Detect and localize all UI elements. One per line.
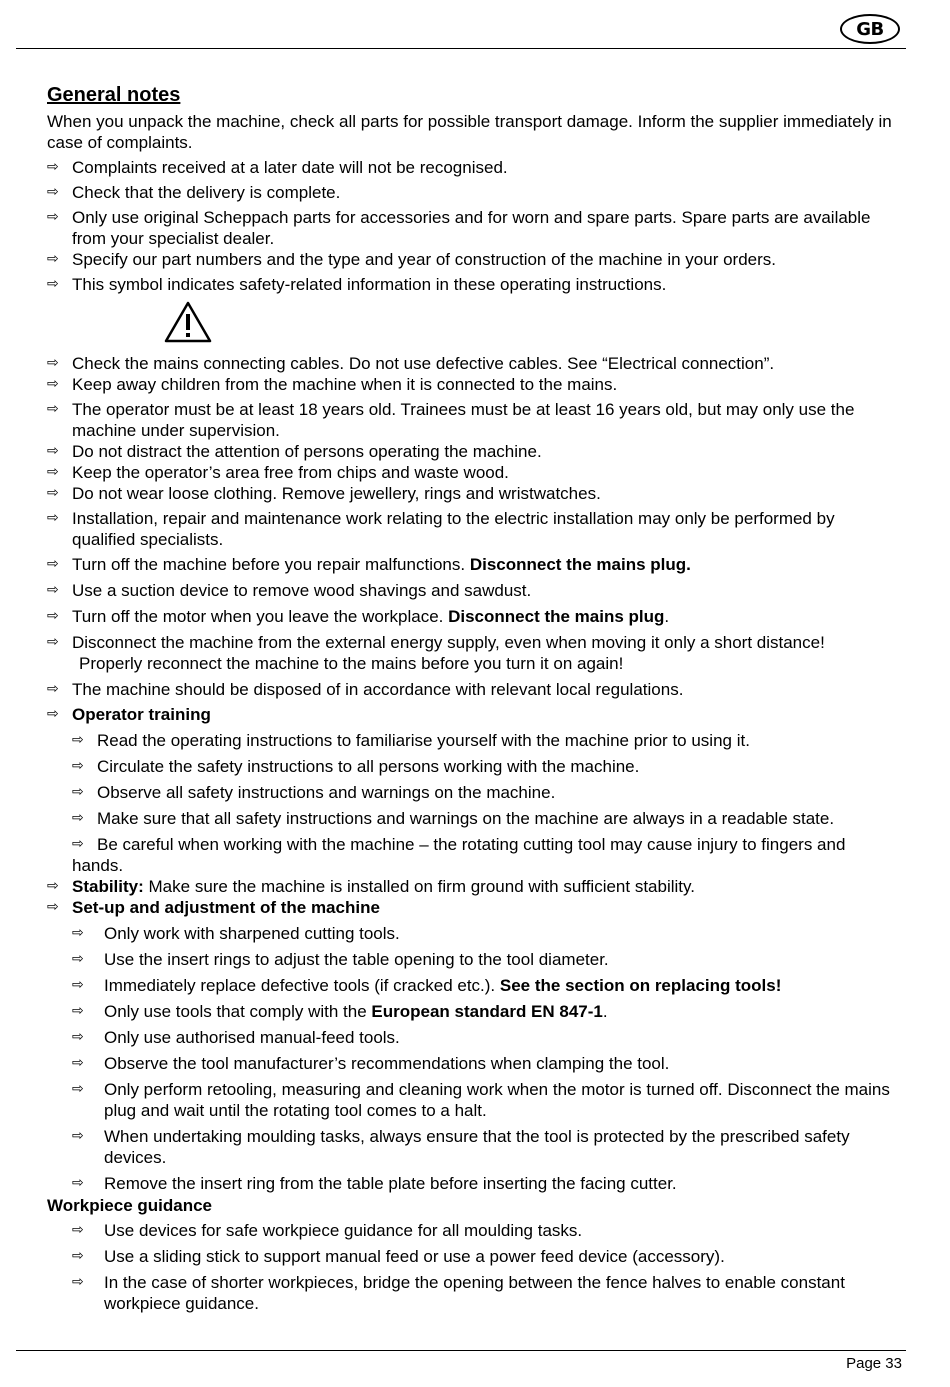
arrow-icon: ⇨ xyxy=(47,355,59,371)
list-item xyxy=(47,374,897,395)
arrow-icon: ⇨ xyxy=(47,608,59,624)
arrow-icon: ⇨ xyxy=(72,758,84,774)
item-text: Only use authorised manual-feed tools. xyxy=(104,1028,400,1047)
warning-symbol xyxy=(47,301,897,349)
list-item xyxy=(47,782,897,803)
item-text: Use the insert rings to adjust the table opening to the tool diameter. xyxy=(104,950,609,969)
list-item xyxy=(47,207,897,249)
arrow-icon: ⇨ xyxy=(47,184,59,200)
item-text: Use a suction device to remove wood shavings and sawdust. xyxy=(72,581,532,600)
list-item xyxy=(47,554,897,575)
list-item xyxy=(47,441,897,462)
item-text: Specify our part numbers and the type and year of construction of the machine in your orders. xyxy=(72,250,776,269)
list-item xyxy=(47,730,897,751)
list-item xyxy=(47,834,897,876)
header-rule xyxy=(16,48,906,49)
footer-rule xyxy=(16,1350,906,1351)
item-text: Check the mains connecting cables. Do not use defective cables. See “Electrical connection”. xyxy=(72,354,775,373)
arrow-icon: ⇨ xyxy=(47,681,59,697)
item-text: Disconnect the machine from the external energy supply, even when moving it only a short distance! xyxy=(72,633,825,652)
arrow-icon: ⇨ xyxy=(72,1003,84,1019)
list-item xyxy=(47,756,897,777)
list-item xyxy=(47,1079,897,1121)
item-text: Do not wear loose clothing. Remove jewellery, rings and wristwatches. xyxy=(72,484,601,503)
item-text: Make sure the machine is installed on firm ground with sufficient stability. xyxy=(143,877,695,896)
list-item xyxy=(47,1246,897,1267)
list-item xyxy=(47,353,897,374)
arrow-icon: ⇨ xyxy=(47,251,59,267)
arrow-icon: ⇨ xyxy=(47,443,59,459)
item-bold-text: Stability: xyxy=(72,877,144,896)
list-item xyxy=(47,1027,897,1048)
list-item xyxy=(47,508,897,550)
warning-triangle-icon xyxy=(164,301,212,343)
arrow-icon: ⇨ xyxy=(72,977,84,993)
item-text: In the case of shorter workpieces, bridge the opening between the fence halves to enable constant workpiece guidance. xyxy=(104,1273,845,1313)
list-item xyxy=(47,632,897,674)
item-text-tail: . xyxy=(664,607,670,626)
list-item xyxy=(47,1001,897,1022)
item-text: Only perform retooling, measuring and cleaning work when the motor is turned off. Disconnect the mains plug and wait until the rotating tool comes to a halt. xyxy=(104,1080,890,1120)
document-body xyxy=(47,82,897,1319)
list-item xyxy=(47,1272,897,1314)
list-item xyxy=(47,1126,897,1168)
list-item xyxy=(47,580,897,601)
list-item xyxy=(47,1220,897,1241)
item-text: Remove the insert ring from the table plate before inserting the facing cutter. xyxy=(104,1174,677,1193)
item-text: Observe the tool manufacturer’s recommendations when clamping the tool. xyxy=(104,1054,670,1073)
arrow-icon: ⇨ xyxy=(72,951,84,967)
list-item xyxy=(47,1053,897,1074)
list-item xyxy=(47,1173,897,1194)
arrow-icon: ⇨ xyxy=(72,836,84,852)
arrow-icon: ⇨ xyxy=(47,899,59,915)
arrow-icon: ⇨ xyxy=(47,401,59,417)
list-item xyxy=(47,399,897,441)
list-item xyxy=(47,975,897,996)
arrow-icon: ⇨ xyxy=(72,1274,84,1290)
arrow-icon: ⇨ xyxy=(72,810,84,826)
arrow-icon: ⇨ xyxy=(72,1055,84,1071)
item-text-line2: Properly reconnect the machine to the mains before you turn it on again! xyxy=(79,654,624,673)
arrow-icon: ⇨ xyxy=(72,1128,84,1144)
list-item xyxy=(47,606,897,627)
item-text: Be careful when working with the machine – the rotating cutting tool may cause injury to fingers and hands. xyxy=(72,835,846,875)
item-text: Check that the delivery is complete. xyxy=(72,183,341,202)
arrow-icon: ⇨ xyxy=(72,1029,84,1045)
list-item xyxy=(47,679,897,700)
item-text: When undertaking moulding tasks, always ensure that the tool is protected by the prescribed safety devices. xyxy=(104,1127,850,1167)
country-badge: GB xyxy=(840,14,900,44)
item-text-tail: . xyxy=(602,1002,608,1021)
arrow-icon: ⇨ xyxy=(47,878,59,894)
item-text: Make sure that all safety instructions and warnings on the machine are always in a readable state. xyxy=(97,809,835,828)
item-text: The machine should be disposed of in accordance with relevant local regulations. xyxy=(72,680,684,699)
list-item xyxy=(47,808,897,829)
arrow-icon: ⇨ xyxy=(72,732,84,748)
list-item xyxy=(47,157,897,178)
item-text: Circulate the safety instructions to all persons working with the machine. xyxy=(97,757,640,776)
arrow-icon: ⇨ xyxy=(47,159,59,175)
item-bold-text: Disconnect the mains plug. xyxy=(469,555,691,574)
item-text: Read the operating instructions to familiarise yourself with the machine prior to using it. xyxy=(97,731,750,750)
item-text: Only use tools that comply with the xyxy=(104,1002,372,1021)
list-item xyxy=(47,249,897,270)
arrow-icon: ⇨ xyxy=(72,1222,84,1238)
stability-item xyxy=(47,876,897,897)
section-title: General notes xyxy=(47,84,181,106)
setup-heading xyxy=(47,897,897,918)
heading-text: Set-up and adjustment of the machine xyxy=(72,898,380,917)
item-text: Do not distract the attention of persons operating the machine. xyxy=(72,442,542,461)
item-text: Complaints received at a later date will not be recognised. xyxy=(72,158,508,177)
arrow-icon: ⇨ xyxy=(47,510,59,526)
arrow-icon: ⇨ xyxy=(47,485,59,501)
arrow-icon: ⇨ xyxy=(72,1175,84,1191)
item-text: This symbol indicates safety-related information in these operating instructions. xyxy=(72,275,667,294)
workpiece-heading: Workpiece guidance xyxy=(47,1196,213,1215)
list-item xyxy=(47,923,897,944)
item-text: Turn off the machine before you repair malfunctions. xyxy=(72,555,470,574)
heading-text: Operator training xyxy=(72,705,211,724)
arrow-icon: ⇨ xyxy=(47,634,59,650)
arrow-icon: ⇨ xyxy=(47,706,59,722)
arrow-icon: ⇨ xyxy=(47,582,59,598)
page-number: Page 33 xyxy=(846,1355,902,1372)
item-text: Use devices for safe workpiece guidance for all moulding tasks. xyxy=(104,1221,583,1240)
arrow-icon: ⇨ xyxy=(72,1081,84,1097)
item-bold-text: See the section on replacing tools! xyxy=(499,976,782,995)
intro-paragraph: When you unpack the machine, check all parts for possible transport damage. Inform the supplier immediately in case of complaints. xyxy=(47,112,892,152)
item-bold-text: Disconnect the mains plug xyxy=(448,607,665,626)
arrow-icon: ⇨ xyxy=(72,925,84,941)
item-text: The operator must be at least 18 years old. Trainees must be at least 16 years old, but may only use the machine under supervision. xyxy=(72,400,855,440)
arrow-icon: ⇨ xyxy=(47,376,59,392)
operator-training-heading xyxy=(47,704,897,725)
arrow-icon: ⇨ xyxy=(47,209,59,225)
item-text: Immediately replace defective tools (if cracked etc.). xyxy=(104,976,500,995)
item-text: Keep the operator’s area free from chips and waste wood. xyxy=(72,463,509,482)
item-text: Installation, repair and maintenance work relating to the electric installation may only be performed by qualified specialists. xyxy=(72,509,835,549)
list-item xyxy=(47,182,897,203)
item-text: Turn off the motor when you leave the workplace. xyxy=(72,607,449,626)
list-item xyxy=(47,274,897,295)
item-text: Only use original Scheppach parts for accessories and for worn and spare parts. Spare parts are available from your specialist dealer. xyxy=(72,208,871,248)
item-text: Only work with sharpened cutting tools. xyxy=(104,924,400,943)
arrow-icon: ⇨ xyxy=(72,1248,84,1264)
item-text: Observe all safety instructions and warnings on the machine. xyxy=(97,783,556,802)
item-text: Keep away children from the machine when it is connected to the mains. xyxy=(72,375,618,394)
arrow-icon: ⇨ xyxy=(47,276,59,292)
list-item xyxy=(47,483,897,504)
list-item xyxy=(47,949,897,970)
arrow-icon: ⇨ xyxy=(47,556,59,572)
item-text: Use a sliding stick to support manual feed or use a power feed device (accessory). xyxy=(104,1247,725,1266)
arrow-icon: ⇨ xyxy=(47,464,59,480)
list-item xyxy=(47,462,897,483)
item-bold-text: European standard EN 847-1 xyxy=(371,1002,603,1021)
arrow-icon: ⇨ xyxy=(72,784,84,800)
